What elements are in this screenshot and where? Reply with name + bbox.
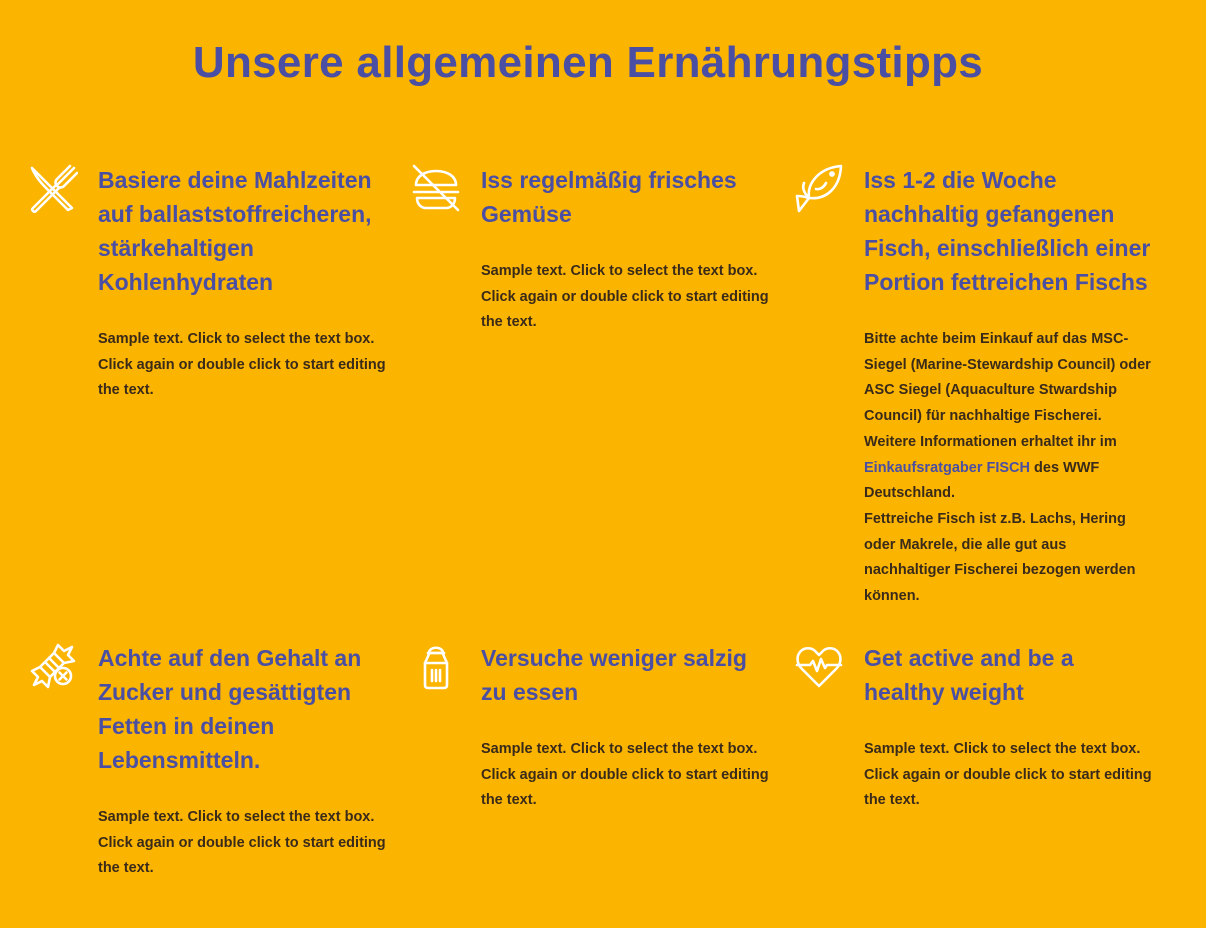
tip-heading: Versuche weniger salzig zu essen: [481, 645, 747, 705]
tip-heading: Basiere deine Mahlzeiten auf ballaststoffreicheren, stärkehaltigen Kohlenhydraten: [98, 167, 372, 295]
fish-icon: [794, 163, 844, 213]
salt-shaker-icon: [411, 641, 461, 691]
tip-text[interactable]: Sample text. Click to select the text box. Click again or double click to start editing the text.: [481, 741, 769, 809]
tip-heading: Achte auf den Gehalt an Zucker und gesättigten Fetten in deinen Lebensmitteln.: [98, 645, 362, 773]
tip-heading: Iss regelmäßig frisches Gemüse: [481, 167, 737, 227]
no-candy-icon: [28, 641, 78, 691]
tip-text-intro: Bitte achte beim Einkauf auf das MSC-Siegel (Marine-Stewardship Council) oder ASC Siegel (Aquaculture Stwardship Council) für nachhaltige Fischerei. Weitere Informationen erhaltet ihr im: [864, 331, 1151, 450]
no-burger-icon: [411, 163, 461, 213]
tip-text[interactable]: Sample text. Click to select the text box. Click again or double click to start editing the text.: [98, 809, 386, 877]
tip-text-second: Fettreiche Fisch ist z.B. Lachs, Hering oder Makrele, die alle gut aus nachhaltiger Fischerei bezogen werden können.: [864, 510, 1136, 605]
tip-text[interactable]: Sample text. Click to select the text box. Click again or double click to start editing the text.: [864, 741, 1152, 809]
tip-text-outro: des WWF Deutschland.: [864, 459, 1100, 502]
tip-text[interactable]: Sample text. Click to select the text box. Click again or double click to start editing the text.: [98, 331, 386, 399]
fork-knife-icon: [28, 163, 78, 213]
tip-heading: Get active and be a healthy weight: [864, 645, 1074, 705]
tip-text[interactable]: [864, 327, 1154, 610]
page-title: Unsere allgemeinen Ernährungstipps: [192, 38, 984, 87]
einkaufsratgeber-link[interactable]: Einkaufsratgaber FISCH: [864, 459, 1030, 476]
heart-pulse-icon: [794, 641, 844, 691]
tip-heading: Iss 1-2 die Woche nachhaltig gefangenen Fisch, einschließlich einer Portion fettreichen Fischs: [864, 167, 1151, 295]
tip-text[interactable]: Sample text. Click to select the text box. Click again or double click to start editing the text.: [481, 263, 769, 331]
